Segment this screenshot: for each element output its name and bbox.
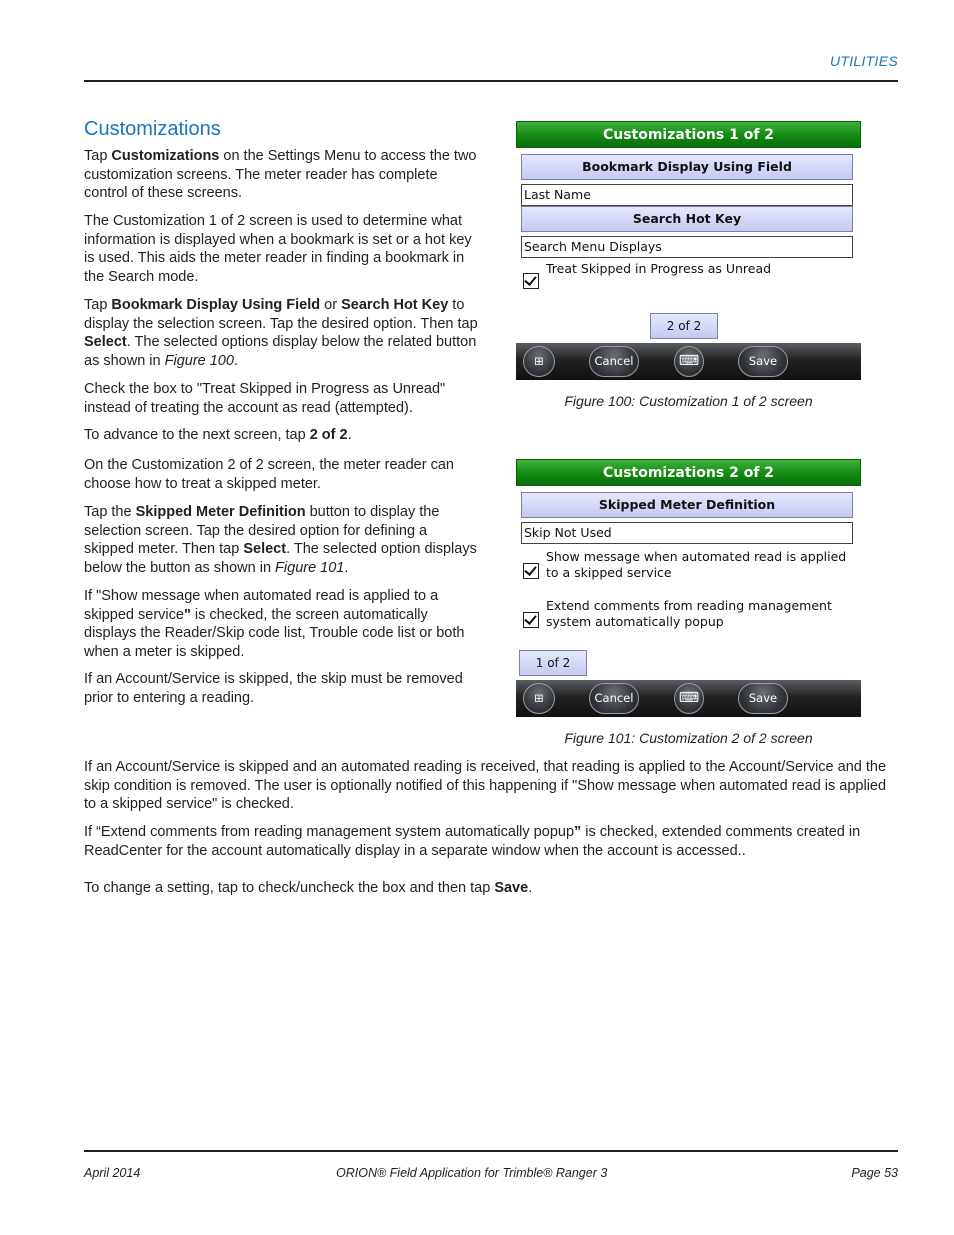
extend-comments-label: Extend comments from reading management system automatically popup [546, 598, 832, 629]
running-header: UTILITIES [829, 53, 898, 69]
search-hot-key-field: Search Menu Displays [521, 236, 853, 258]
skipped-meter-definition-button[interactable]: Skipped Meter Definition [521, 492, 853, 518]
figure-101-ref: Figure 101 [275, 559, 345, 576]
screen-1-title-bar: Customizations 1 of 2 [516, 121, 861, 148]
footer-rule [84, 1150, 898, 1152]
paragraph-12: To change a setting, tap to check/uncheck the box and then tap Save. [84, 880, 533, 896]
bookmark-display-field: Last Name [521, 184, 853, 206]
windows-start-icon[interactable]: ⊞ [523, 683, 555, 714]
paragraph-9: If an Account/Service is skipped, the skip must be removed prior to entering a reading. [84, 671, 463, 706]
section-title: Customizations [84, 118, 221, 140]
footer-title: ORION® Field Application for Trimble® Ranger 3 [336, 1166, 608, 1180]
customization-1-screen [516, 121, 861, 380]
screen-2-taskbar [516, 680, 861, 717]
show-message-label: Show message when automated read is applied to a skipped service [546, 549, 847, 580]
paragraph-3: Tap Bookmark Display Using Field or Search Hot Key to display the selection screen. Tap the desired option. Then tap Select. The selected options display below the related button as shown in Figure 100. [84, 297, 478, 369]
search-hot-key-button[interactable]: Search Hot Key [521, 206, 853, 232]
page-1-of-2-button[interactable]: 1 of 2 [519, 650, 587, 676]
paragraph-4: Check the box to "Treat Skipped in Progress as Unread" instead of treating the account as read (attempted). [84, 381, 446, 416]
customization-2-screen [516, 459, 861, 717]
cancel-button[interactable]: Cancel [589, 346, 639, 377]
paragraph-10: If an Account/Service is skipped and an automated reading is received, that reading is applied to the Account/Service and the skip condition is removed. The user is optionally notified of this happening if "Show message when automated read is applied to a skipped service" is checked. [84, 759, 887, 813]
screen-2-title-bar: Customizations 2 of 2 [516, 459, 861, 486]
figure-101-caption: Figure 101: Customization 2 of 2 screen [564, 730, 813, 746]
page-2-of-2-button[interactable]: 2 of 2 [650, 313, 718, 339]
extend-comments-checkbox[interactable] [523, 612, 539, 628]
paragraph-7: Tap the Skipped Meter Definition button to display the selection screen. Tap the desired option for defining a skipped meter. Then tap Select. The selected option displays below the button as shown in Figure 101. [84, 504, 477, 576]
footer-page-number: Page 53 [851, 1166, 898, 1180]
bookmark-display-button[interactable]: Bookmark Display Using Field [521, 154, 853, 180]
paragraph-11: If “Extend comments from reading management system automatically popup” is checked, extended comments created in ReadCenter for the account automatically display in a separate window when the account is accessed.. [84, 824, 861, 859]
figure-100-caption: Figure 100: Customization 1 of 2 screen [564, 393, 813, 409]
footer-date: April 2014 [84, 1166, 141, 1180]
save-button[interactable]: Save [738, 346, 788, 377]
treat-skipped-checkbox[interactable] [523, 273, 539, 289]
windows-start-icon[interactable]: ⊞ [523, 346, 555, 377]
cancel-button[interactable]: Cancel [589, 683, 639, 714]
paragraph-2: The Customization 1 of 2 screen is used to determine what information is displayed when a bookmark is set or a hot key is used. This aids the meter reader in finding a bookmark in the Search mode. [84, 213, 472, 285]
paragraph-8: If "Show message when automated read is applied to a skipped service" is checked, the screen automatically displays the Reader/Skip code list, Trouble code list or both when a meter is skipped. [84, 588, 465, 660]
show-message-checkbox[interactable] [523, 563, 539, 579]
save-button[interactable]: Save [738, 683, 788, 714]
skipped-meter-definition-field: Skip Not Used [521, 522, 853, 544]
figure-100-ref: Figure 100 [164, 352, 234, 369]
treat-skipped-label: Treat Skipped in Progress as Unread [546, 261, 772, 276]
header-rule [84, 80, 898, 82]
keyboard-icon[interactable]: ⌨ [674, 683, 704, 714]
keyboard-icon[interactable]: ⌨ [674, 346, 704, 377]
paragraph-6: On the Customization 2 of 2 screen, the meter reader can choose how to treat a skipped meter. [84, 457, 454, 492]
paragraph-1: Tap Customizations on the Settings Menu to access the two customization screens. The meter reader has complete control of these screens. [84, 148, 477, 202]
paragraph-5: To advance to the next screen, tap 2 of 2. [84, 427, 352, 443]
screen-1-taskbar [516, 343, 861, 380]
